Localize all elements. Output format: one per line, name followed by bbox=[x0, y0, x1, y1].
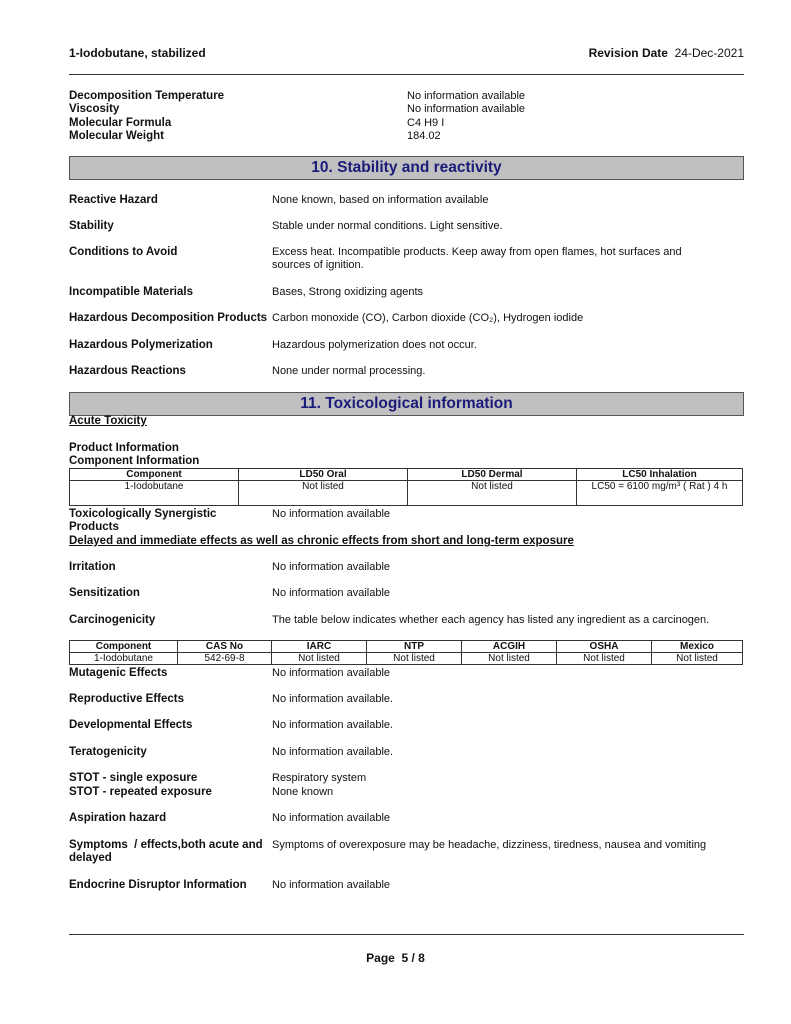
prop-value-molecular-weight: 184.02 bbox=[407, 130, 441, 142]
revision-date-value: 24-Dec-2021 bbox=[674, 46, 744, 60]
section-11-header: 11. Toxicological information bbox=[69, 392, 744, 416]
label-stot-repeated: STOT - repeated exposure bbox=[69, 786, 212, 798]
cell-iarc: Not listed bbox=[272, 653, 367, 665]
col-header-mexico: Mexico bbox=[652, 641, 743, 653]
col-header-ld50-oral: LD50 Oral bbox=[239, 469, 408, 481]
footer-divider bbox=[69, 934, 744, 935]
cell-ld50-dermal: Not listed bbox=[408, 481, 577, 506]
value-sensitization: No information available bbox=[272, 587, 391, 599]
revision-date bbox=[589, 46, 744, 60]
col-header-component: Component bbox=[70, 469, 239, 481]
product-information-heading: Product Information bbox=[69, 442, 179, 454]
value-mutagenic-effects: No information available bbox=[272, 667, 391, 679]
label-incompatible-materials: Incompatible Materials bbox=[69, 286, 193, 298]
value-conditions-to-avoid: Excess heat. Incompatible products. Keep away from open flames, hot surfaces and bbox=[272, 246, 682, 258]
value-teratogenicity: No information available. bbox=[272, 746, 394, 758]
prop-label-viscosity: Viscosity bbox=[69, 103, 120, 115]
cell-acgih: Not listed bbox=[462, 653, 557, 665]
label-symptoms: Symptoms / effects,both acute and bbox=[69, 839, 263, 851]
label-synergistic-products: Toxicologically Synergistic bbox=[69, 508, 217, 520]
document-title: 1-Iodobutane, stabilized bbox=[69, 46, 206, 60]
label-endocrine-disruptor: Endocrine Disruptor Information bbox=[69, 879, 247, 891]
value-reactive-hazard: None known, based on information available bbox=[272, 194, 489, 206]
value-hazardous-reactions: None under normal processing. bbox=[272, 365, 426, 377]
value-hazardous-polymerization: Hazardous polymerization does not occur. bbox=[272, 339, 477, 351]
col-header-ld50-dermal: LD50 Dermal bbox=[408, 469, 577, 481]
value-endocrine-disruptor: No information available bbox=[272, 879, 391, 891]
prop-value-molecular-formula: C4 H9 I bbox=[407, 117, 445, 129]
section-10-header: 10. Stability and reactivity bbox=[69, 156, 744, 180]
value-developmental-effects: No information available. bbox=[272, 719, 394, 731]
label-conditions-to-avoid: Conditions to Avoid bbox=[69, 246, 178, 258]
label-hazardous-decomposition-products: Hazardous Decomposition Products bbox=[69, 312, 268, 324]
prop-label-molecular-weight: Molecular Weight bbox=[69, 130, 164, 142]
value-synergistic-products: No information available bbox=[272, 508, 391, 520]
page-number: Page 5 / 8 bbox=[366, 951, 425, 965]
cell-cas-no: 542-69-8 bbox=[178, 653, 272, 665]
cell-ld50-oral: Not listed bbox=[239, 481, 408, 506]
col-header-acgih: ACGIH bbox=[462, 641, 557, 653]
cell-osha: Not listed bbox=[557, 653, 652, 665]
value-stot-single: Respiratory system bbox=[272, 772, 367, 784]
prop-label-decomposition-temperature: Decomposition Temperature bbox=[69, 90, 225, 102]
label-stability: Stability bbox=[69, 220, 114, 232]
label-developmental-effects: Developmental Effects bbox=[69, 719, 193, 731]
value-stot-repeated: None known bbox=[272, 786, 334, 798]
label-reactive-hazard: Reactive Hazard bbox=[69, 194, 158, 206]
label-hazardous-polymerization: Hazardous Polymerization bbox=[69, 339, 213, 351]
label-sensitization: Sensitization bbox=[69, 587, 140, 599]
value-stability: Stable under normal conditions. Light sensitive. bbox=[272, 220, 503, 232]
table-row bbox=[70, 481, 743, 506]
prop-label-molecular-formula: Molecular Formula bbox=[69, 117, 172, 129]
value-incompatible-materials: Bases, Strong oxidizing agents bbox=[272, 286, 424, 298]
acute-toxicity-heading: Acute Toxicity bbox=[69, 415, 147, 427]
label-carcinogenicity: Carcinogenicity bbox=[69, 614, 156, 626]
revision-label: Revision Date bbox=[588, 46, 668, 60]
prop-value-viscosity: No information available bbox=[407, 103, 526, 115]
col-header-lc50-inhalation: LC50 Inhalation bbox=[577, 469, 743, 481]
label-teratogenicity: Teratogenicity bbox=[69, 746, 147, 758]
label-stot-single: STOT - single exposure bbox=[69, 772, 198, 784]
col-header-cas-no: CAS No bbox=[178, 641, 272, 653]
label-reproductive-effects: Reproductive Effects bbox=[69, 693, 185, 705]
col-header-osha: OSHA bbox=[557, 641, 652, 653]
value-reproductive-effects: No information available. bbox=[272, 693, 394, 705]
prop-value-decomposition-temperature: No information available bbox=[407, 90, 526, 102]
cell-lc50-inhalation: LC50 = 6100 mg/m³ ( Rat ) 4 h bbox=[577, 481, 743, 506]
value-irritation: No information available bbox=[272, 561, 391, 573]
col-header-ntp: NTP bbox=[367, 641, 462, 653]
value-symptoms: Symptoms of overexposure may be headache, dizziness, tiredness, nausea and vomiting bbox=[272, 839, 707, 851]
cell-component: 1-Iodobutane bbox=[70, 653, 178, 665]
cell-ntp: Not listed bbox=[367, 653, 462, 665]
label-irritation: Irritation bbox=[69, 561, 116, 573]
delayed-effects-heading: Delayed and immediate effects as well as chronic effects from short and long-term exposure bbox=[69, 535, 574, 547]
col-header-component: Component bbox=[70, 641, 178, 653]
label-hazardous-reactions: Hazardous Reactions bbox=[69, 365, 186, 377]
cell-mexico: Not listed bbox=[652, 653, 743, 665]
label-aspiration-hazard: Aspiration hazard bbox=[69, 812, 167, 824]
label-synergistic-products-cont: Products bbox=[69, 521, 119, 533]
acute-toxicity-table bbox=[69, 468, 743, 506]
carcinogenicity-table bbox=[69, 640, 743, 665]
value-hazardous-decomposition-products: Carbon monoxide (CO), Carbon dioxide (CO₂), Hydrogen iodide bbox=[272, 312, 584, 324]
header-divider bbox=[69, 74, 744, 75]
label-symptoms-cont: delayed bbox=[69, 852, 112, 864]
component-information-heading: Component Information bbox=[69, 455, 200, 467]
value-conditions-to-avoid-cont: sources of ignition. bbox=[272, 259, 364, 271]
value-carcinogenicity: The table below indicates whether each agency has listed any ingredient as a carcinogen. bbox=[272, 614, 710, 626]
table-row bbox=[70, 653, 743, 665]
label-mutagenic-effects: Mutagenic Effects bbox=[69, 667, 168, 679]
value-aspiration-hazard: No information available bbox=[272, 812, 391, 824]
cell-component: 1-Iodobutane bbox=[70, 481, 239, 506]
col-header-iarc: IARC bbox=[272, 641, 367, 653]
